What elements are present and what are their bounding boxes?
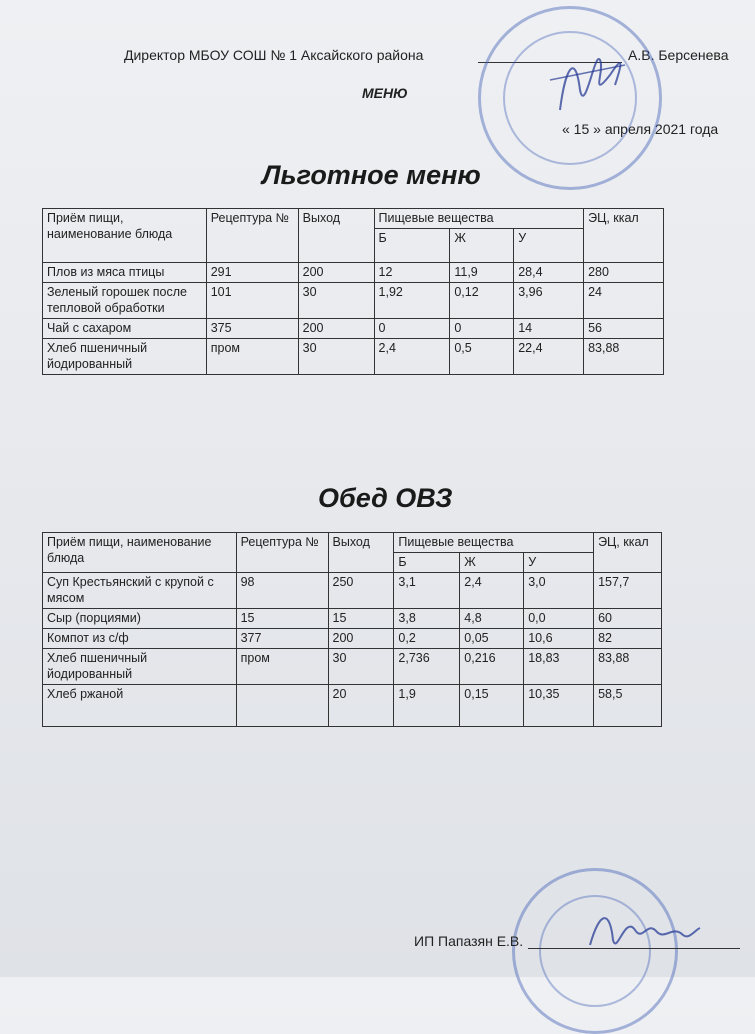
cell: 22,4	[514, 339, 584, 375]
cell: 20	[328, 685, 394, 727]
cell: 83,88	[594, 649, 662, 685]
cell: 0,05	[460, 629, 524, 649]
table-row	[43, 609, 662, 629]
cell: Зеленый горошек после тепловой обработки	[43, 283, 207, 319]
cell: 56	[584, 319, 664, 339]
table-row	[43, 573, 662, 609]
header-zh: Ж	[460, 553, 524, 573]
table2-title: Обед ОВЗ	[318, 483, 453, 513]
cell: 58,5	[594, 685, 662, 727]
cell: 10,35	[524, 685, 594, 727]
cell: Хлеб пшеничный йодированный	[43, 649, 237, 685]
cell: 2,736	[394, 649, 460, 685]
signer-signature-line	[528, 948, 740, 949]
signature-icon	[540, 30, 630, 120]
cell: пром	[206, 339, 298, 375]
cell	[236, 685, 328, 727]
signature-icon	[585, 900, 705, 960]
cell: 0,15	[460, 685, 524, 727]
header-meal: Приём пищи, наименование блюда	[43, 209, 207, 263]
cell: Суп Крестьянский с крупой с мясом	[43, 573, 237, 609]
cell: 2,4	[374, 339, 450, 375]
director-name: А.В. Берсенева	[628, 47, 729, 63]
cell: 2,4	[460, 573, 524, 609]
table1	[42, 208, 664, 375]
cell: 3,8	[394, 609, 460, 629]
cell: 0,0	[524, 609, 594, 629]
cell: 200	[298, 263, 374, 283]
table-row	[43, 339, 664, 375]
cell: 375	[206, 319, 298, 339]
cell: 280	[584, 263, 664, 283]
menu-label: МЕНЮ	[362, 85, 408, 101]
header-yield: Выход	[328, 533, 394, 573]
header-energy: ЭЦ, ккал	[584, 209, 664, 263]
header-nutrients: Пищевые вещества	[374, 209, 584, 229]
cell: 82	[594, 629, 662, 649]
cell: 60	[594, 609, 662, 629]
cell: 18,83	[524, 649, 594, 685]
cell: 291	[206, 263, 298, 283]
cell: 14	[514, 319, 584, 339]
approval-date: « 15 » апреля 2021 года	[562, 121, 719, 137]
table-row	[43, 685, 662, 727]
cell: 83,88	[584, 339, 664, 375]
signer-name: ИП Папазян Е.В.	[414, 933, 524, 949]
cell: 101	[206, 283, 298, 319]
cell: 11,9	[450, 263, 514, 283]
cell: пром	[236, 649, 328, 685]
cell: Сыр (порциями)	[43, 609, 237, 629]
header-yield: Выход	[298, 209, 374, 263]
cell: 15	[236, 609, 328, 629]
table-row	[43, 263, 664, 283]
header-recipe: Рецептура №	[206, 209, 298, 263]
cell: 98	[236, 573, 328, 609]
cell: 200	[328, 629, 394, 649]
cell: 0,216	[460, 649, 524, 685]
cell: 15	[328, 609, 394, 629]
header-energy: ЭЦ, ккал	[594, 533, 662, 573]
cell: 4,8	[460, 609, 524, 629]
cell: 0,12	[450, 283, 514, 319]
header-recipe: Рецептура №	[236, 533, 328, 573]
cell: Чай с сахаром	[43, 319, 207, 339]
table2	[42, 532, 662, 727]
table-header-row	[43, 209, 664, 229]
cell: 1,9	[394, 685, 460, 727]
table-row	[43, 629, 662, 649]
header-b: Б	[394, 553, 460, 573]
header-b: Б	[374, 229, 450, 263]
cell: 0,2	[394, 629, 460, 649]
cell: 1,92	[374, 283, 450, 319]
table-row	[43, 649, 662, 685]
director-line: Директор МБОУ СОШ № 1 Аксайского района	[124, 47, 424, 63]
cell: 3,0	[524, 573, 594, 609]
header-nutrients: Пищевые вещества	[394, 533, 594, 553]
table1-title: Льготное меню	[262, 160, 481, 190]
header-zh: Ж	[450, 229, 514, 263]
cell: 377	[236, 629, 328, 649]
header-meal: Приём пищи, наименование блюда	[43, 533, 237, 573]
cell: 30	[298, 339, 374, 375]
cell: 3,96	[514, 283, 584, 319]
cell: 250	[328, 573, 394, 609]
cell: 28,4	[514, 263, 584, 283]
cell: 30	[328, 649, 394, 685]
cell: 3,1	[394, 573, 460, 609]
cell: 24	[584, 283, 664, 319]
header-u: У	[514, 229, 584, 263]
table-header-row	[43, 533, 662, 553]
cell: Плов из мяса птицы	[43, 263, 207, 283]
cell: 157,7	[594, 573, 662, 609]
cell: 30	[298, 283, 374, 319]
cell: Хлеб пшеничный йодированный	[43, 339, 207, 375]
cell: 0,5	[450, 339, 514, 375]
cell: Хлеб ржаной	[43, 685, 237, 727]
cell: 0	[450, 319, 514, 339]
table-row	[43, 319, 664, 339]
header-u: У	[524, 553, 594, 573]
cell: 10,6	[524, 629, 594, 649]
cell: 200	[298, 319, 374, 339]
table-row	[43, 283, 664, 319]
cell: 0	[374, 319, 450, 339]
cell: 12	[374, 263, 450, 283]
cell: Компот из с/ф	[43, 629, 237, 649]
